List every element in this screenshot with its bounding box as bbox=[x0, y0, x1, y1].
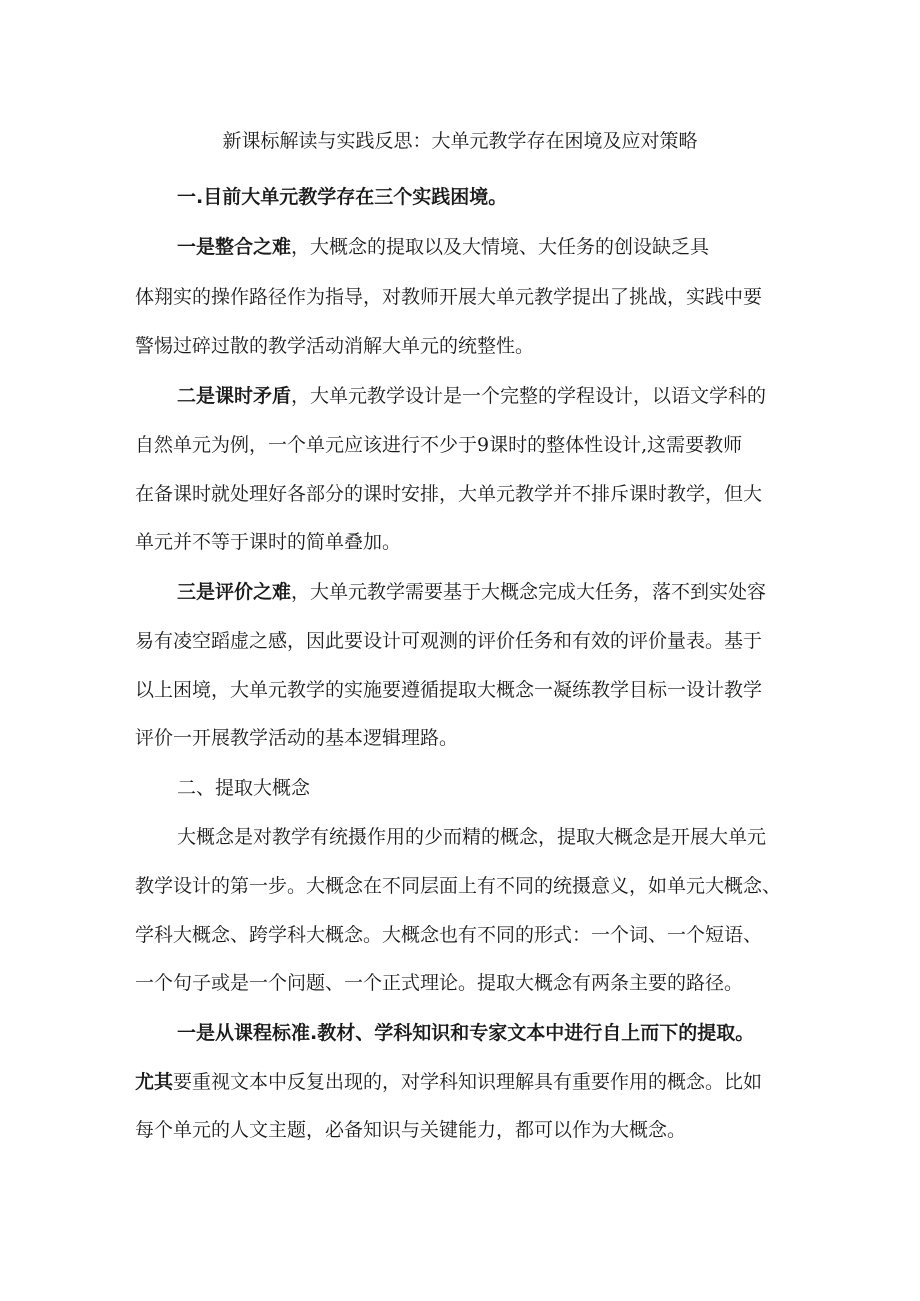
paragraph-3-line-1 bbox=[177, 578, 766, 606]
paragraph-4-line-1: 大概念是对教学有统摄作用的少而精的概念，提取大概念是开展大单元 bbox=[177, 826, 767, 848]
document-title: 新课标解读与实践反思：大单元教学存在困境及应对策略 bbox=[222, 130, 698, 152]
paragraph-2-lead: 二是课时矛盾 bbox=[177, 385, 292, 407]
paragraph-1-text: ，大概念的提取以及大情境、大任务的创设缺乏具 bbox=[291, 236, 710, 258]
paragraph-3-line-2: 易有凌空蹈虚之感，因此要设计可观测的评价任务和有效的评价量表。基于 bbox=[135, 630, 763, 652]
paragraph-2-text: ，大单元教学设计是一个完整的学程设计，以语文学科的 bbox=[291, 385, 767, 407]
paragraph-2-line-3: 在备课时就处理好各部分的课时安排，大单元教学并不排斥课时教学，但大 bbox=[135, 483, 763, 505]
paragraph-4-line-4: 一个句子或是一个问题、一个正式理论。提取大概念有两条主要的路径。 bbox=[135, 972, 744, 994]
paragraph-2-line-1 bbox=[177, 382, 766, 410]
paragraph-5-line-2 bbox=[135, 1068, 762, 1096]
section1-heading: 一.目前大单元教学存在三个实践困境。 bbox=[177, 186, 508, 208]
paragraph-5-text: 要重视文本中反复出现的，对学科知识理解具有重要作用的概念。比如 bbox=[173, 1071, 763, 1093]
paragraph-1-lead: 一是整合之难 bbox=[177, 236, 292, 258]
paragraph-5-line-1: 一是从课程标准.教材、学科知识和专家文本中进行自上而下的提取。 bbox=[177, 1022, 755, 1044]
paragraph-3-line-3: 以上困境，大单元教学的实施要遵循提取大概念一凝练教学目标一设计教学 bbox=[135, 679, 763, 701]
paragraph-1-line-1 bbox=[177, 233, 709, 261]
paragraph-5-lead: 尤其 bbox=[135, 1071, 174, 1093]
paragraph-1-line-3: 警惕过碎过散的教学活动消解大单元的统整性。 bbox=[135, 335, 535, 357]
paragraph-3-line-4: 评价一开展教学活动的基本逻辑理路。 bbox=[135, 727, 459, 749]
paragraph-5-line-3: 每个单元的人文主题，必备知识与关键能力，都可以作为大概念。 bbox=[135, 1119, 687, 1141]
paragraph-1-line-2: 体翔实的操作路径作为指导，对教师开展大单元教学提出了挑战，实践中要 bbox=[135, 286, 763, 308]
paragraph-2-line-2: 自然单元为例，一个单元应该进行不少于9课时的整体性设计,这需要教师 bbox=[135, 434, 743, 456]
section2-heading: 二、提取大概念 bbox=[177, 777, 311, 799]
paragraph-2-line-4: 单元并不等于课时的简单叠加。 bbox=[135, 531, 402, 553]
paragraph-4-line-3: 学科大概念、跨学科大概念。大概念也有不同的形式：一个词、一个短语、 bbox=[135, 924, 763, 946]
paragraph-4-line-2: 教学设计的第一步。大概念在不同层面上有不同的统摄意义，如单元大概念、 bbox=[135, 875, 782, 897]
paragraph-3-lead: 三是评价之难 bbox=[177, 581, 292, 603]
paragraph-3-text: ，大单元教学需要基于大概念完成大任务，落不到实处容 bbox=[291, 581, 767, 603]
